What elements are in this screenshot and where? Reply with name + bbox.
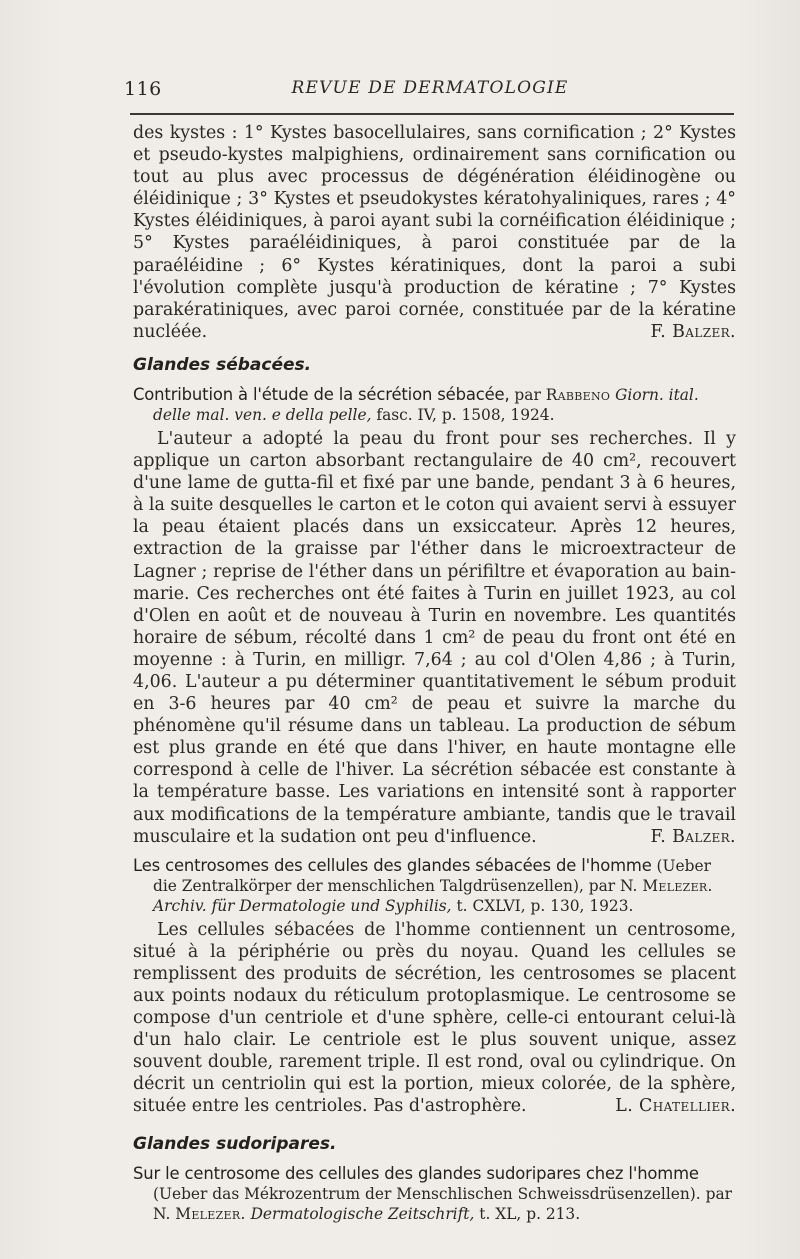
entry2-ref-pre: (Ueber die Zentralkörper der menschlichen Talgdrüsenzellen), par N. xyxy=(153,856,711,895)
entry2-journal: Archiv. für Dermatologie und Syphilis, xyxy=(153,896,452,915)
intro-paragraph xyxy=(133,122,736,343)
entry3-citation: t. XL, p. 213. xyxy=(479,1204,581,1223)
running-head xyxy=(124,74,736,104)
section-heading-sebaceous: Glandes sébacées. xyxy=(133,354,312,375)
header-rule xyxy=(130,113,734,115)
article-body xyxy=(133,122,736,1224)
entry3-author: Melezer. xyxy=(175,1204,246,1223)
entry2-signature: L. Chatellier. xyxy=(615,1096,736,1117)
journal-title: REVUE DE DERMATOLOGIE xyxy=(291,78,569,98)
entry2-reference xyxy=(133,856,736,916)
entry2-body-text: Les cellules sébacées de l'homme contiennent un centrosome, situé à la périphérie ou près du noyau. Quand les cellules se remplissent des produits de sécrétion, les centrosomes se placent aux points nodaux du réticulum protoplasmique. Le centrosome se compose d'un centriole et d'une sphère, celle-ci entourant celui-là d'un halo clair. Le centriole est le plus souvent unique, assez souvent double, rarement triple. Il est rond, oval ou cylindrique. On décrit un centriolin qui est la portion, mieux colorée, de la sphère, située entre les centrioles. Pas d'astrophère. xyxy=(133,919,736,1117)
entry1-reference xyxy=(133,385,736,425)
entry2-citation: t. CXLVI, p. 130, 1923. xyxy=(456,896,634,915)
entry2-body xyxy=(133,919,736,1118)
entry1-signature: F. Balzer. xyxy=(650,826,736,847)
entry1-journal: Giorn. ital. delle mal. ven. e della pelle, xyxy=(153,385,699,424)
entry1-citation: fasc. IV, p. 1508, 1924. xyxy=(376,405,555,424)
entry1-author: Rabbeno xyxy=(545,385,611,404)
entry3-reference xyxy=(133,1164,736,1224)
entry3-ref-pre: (Ueber das Mékrozentrum der Menschlischen Schweissdrüsenzellen). par N. xyxy=(153,1184,732,1223)
entry1-body-text: L'auteur a adopté la peau du front pour ses recherches. Il y applique un carton absorbant rectangulaire de 40 cm², recouvert d'une lame de gutta-fil et fixé par une bande, pendant 3 à 6 heures, à la suite desquelles le carton et le coton qui avaient servi à essuyer la peau étaient placés dans un exsiccateur. Après 12 heures, extraction de la graisse par l'éther dans le microextracteur de Lagner ; reprise de l'éther dans un périfiltre et évaporation au bain-marie. Ces recherches ont été faites à Turin en juillet 1923, au col d'Olen en août et de nouveau à Turin en novembre. Les quantités horaire de sébum, récolté dans 1 cm² de peau du front ont été en moyenne : à Turin, en milligr. 7,64 ; au col d'Olen 4,86 ; à Turin, 4,06. L'auteur a pu déterminer quantitativement le sébum produit en 3-6 heures par 40 cm² de peau et suivre la marche du phénomène qu'il résume dans un tableau. La production de sébum est plus grande en été que dans l'hiver, en haute montagne elle correspond à celle de l'hiver. La sécrétion sébacée est constante à la température basse. Les variations en intensité sont à rapporter aux modifications de la température ambiante, tandis que le travail musculaire et la sudation ont peu d'influence. xyxy=(133,428,736,847)
section-heading-sweat: Glandes sudoripares. xyxy=(133,1133,337,1154)
entry3-journal: Dermatologische Zeitschrift, xyxy=(250,1204,475,1223)
entry1-by: par xyxy=(514,385,541,404)
entry1-body xyxy=(133,428,736,848)
page-number: 116 xyxy=(124,78,162,100)
entry2-author: Melezer. xyxy=(642,876,713,895)
intro-text: des kystes : 1° Kystes basocellulaires, sans cornification ; 2° Kystes et pseudo-kystes malpighiens, ordinairement sans cornification ou tout au plus avec processus de dégénération éléidinogène ou éléidinique ; 3° Kystes et pseudokystes kératohyaliniques, rares ; 4° Kystes éléidiniques, à paroi ayant subi la cornéification éléidinique ; 5° Kystes paraéléidiniques, à paroi constituée par de la paraéléidine ; 6° Kystes kératiniques, dont la paroi a subi l'évolution complète jusqu'à production de kératine ; 7° Kystes parakératiniques, avec paroi cornée, constituée par de la kératine nucléée. xyxy=(133,123,736,342)
entry3-title: Sur le centrosome des cellules des glandes sudoripares chez l'homme xyxy=(133,1163,699,1183)
intro-signature: F. Balzer. xyxy=(650,321,736,342)
entry2-title: Les centrosomes des cellules des glandes sébacées de l'homme xyxy=(133,855,652,875)
entry1-title: Contribution à l'étude de la sécrétion sébacée, xyxy=(133,384,510,404)
